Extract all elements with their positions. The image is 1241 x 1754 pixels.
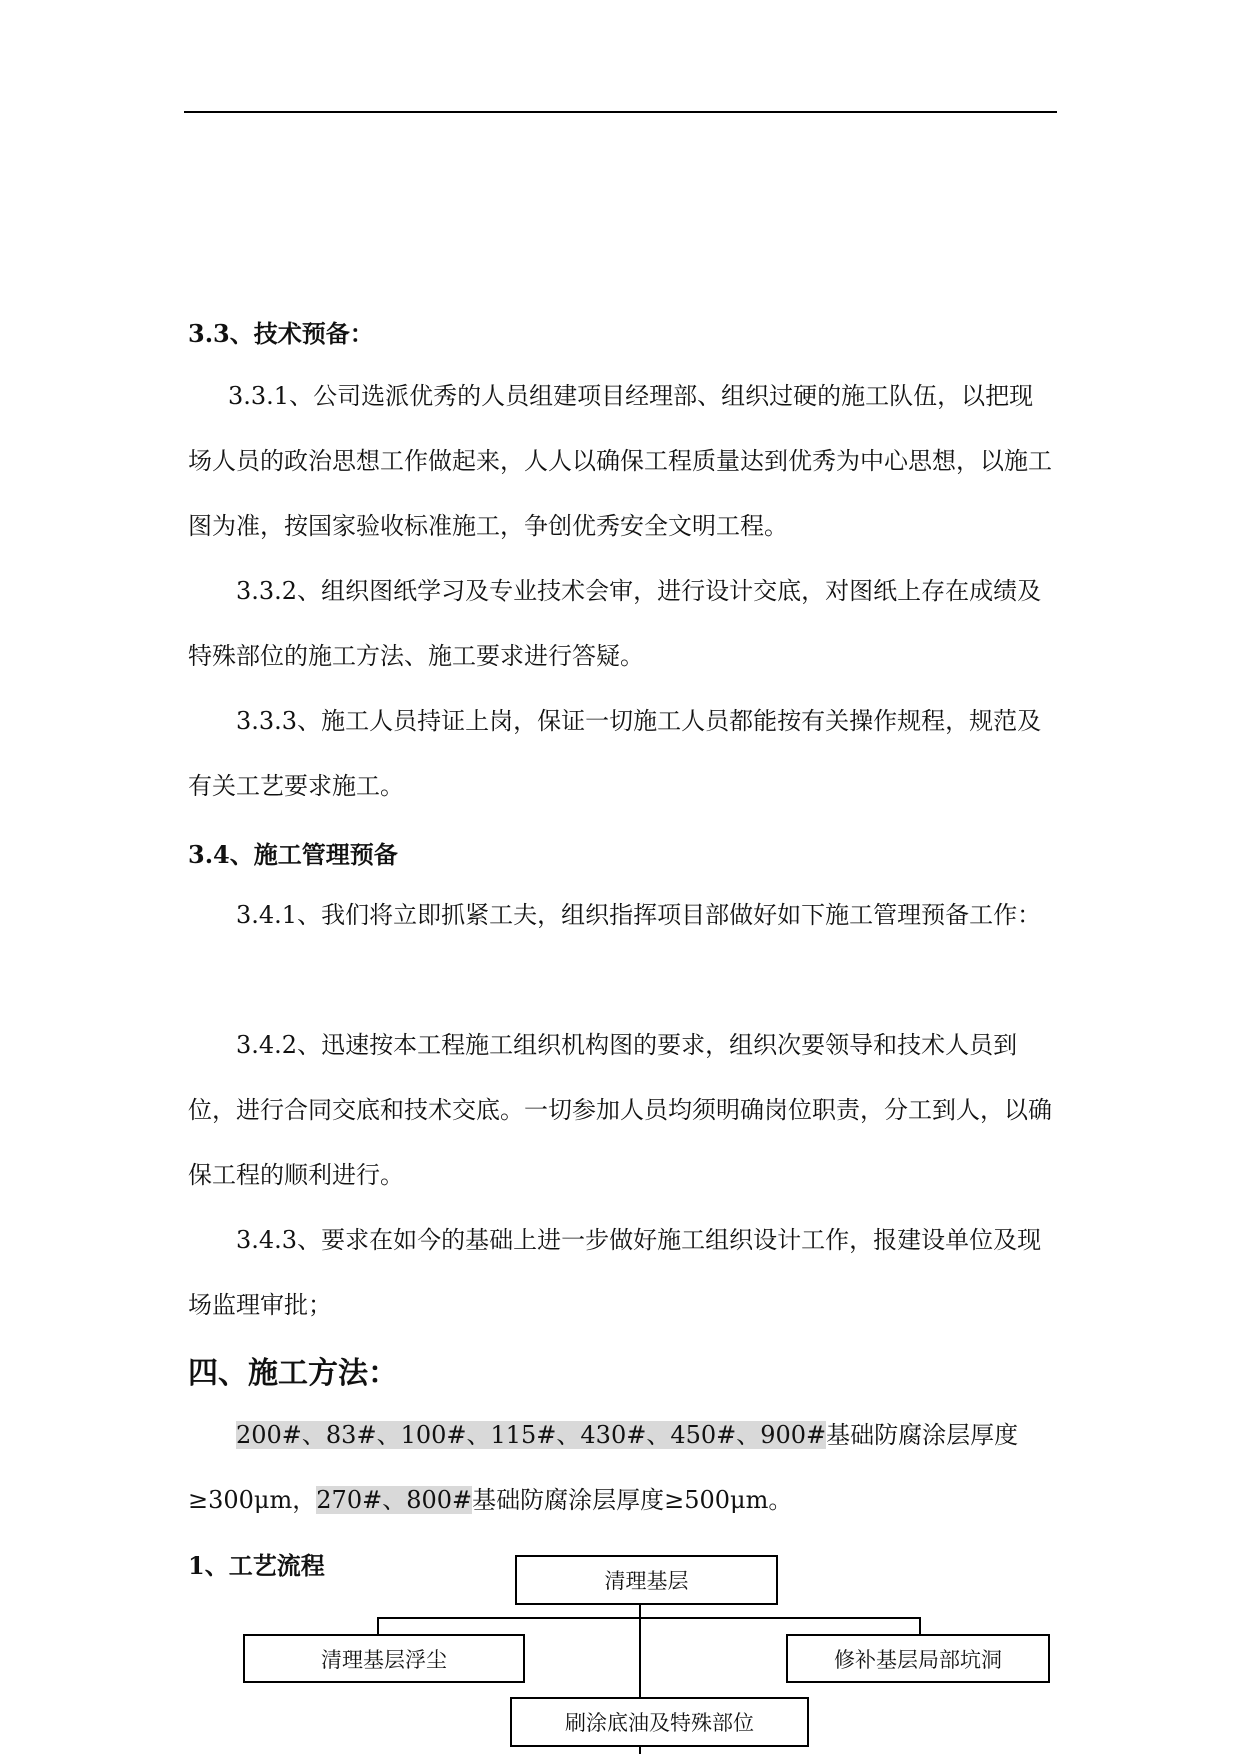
flow-connector-branch: [377, 1617, 921, 1619]
paragraph-3-3-2: 3.3.2、组织图纸学习及专业技术会审，进行设计交底，对图纸上存在成绩及特殊部位的施工方法、施工要求进行答疑。: [188, 577, 1042, 670]
paragraph-construction-method: [188, 1403, 1054, 1533]
section-3-4-heading: 3.4、施工管理预备: [188, 840, 398, 869]
process-flow-heading: 1、工艺流程: [188, 1551, 325, 1580]
flow-box-repair-holes: 修补基层局部坑洞: [786, 1634, 1050, 1683]
flow-connector-right: [919, 1617, 921, 1635]
flow-box-primer: 刷涂底油及特殊部位: [510, 1697, 809, 1747]
paragraph-3-4-3: 3.4.3、要求在如今的基础上进一步做好施工组织设计工作，报建设单位及现场监理审批；: [188, 1226, 1042, 1319]
coating-spec-1: 基础防腐涂层厚度≥300μm，: [188, 1421, 1019, 1514]
paragraph-3-3-1: 3.3.1、公司选派优秀的人员组建项目经理部、组织过硬的施工队伍，以把现场人员的政治思想工作做起来，人人以确保工程质量达到优秀为中心思想，以施工图为准，按国家验收标准施工，争创优秀安全文明工程。: [188, 382, 1052, 540]
highlight-group-1: 200#、83#、100#、115#、430#、450#、900#: [236, 1421, 827, 1449]
flow-box-clean-dust: 清理基层浮尘: [243, 1634, 525, 1683]
paragraph-3-4-2: 3.4.2、迅速按本工程施工组织机构图的要求，组织次要领导和技术人员到位，进行合同交底和技术交底。一切参加人员均须明确岗位职责，分工到人，以确保工程的顺利进行。: [188, 1031, 1052, 1189]
flow-box-clean-base: 清理基层: [515, 1555, 778, 1605]
coating-spec-2: 基础防腐涂层厚度≥500μm。: [472, 1486, 793, 1514]
flow-connector-left: [377, 1617, 379, 1635]
paragraph-3-3-3: 3.3.3、施工人员持证上岗，保证一切施工人员都能按有关操作规程，规范及有关工艺要求施工。: [188, 707, 1042, 800]
paragraph-3-4-1: 3.4.1、我们将立即抓紧工夫，组织指挥项目部做好如下施工管理预备工作：: [236, 901, 1042, 929]
header-rule: [184, 111, 1057, 113]
section-4-heading: 四、施工方法：: [188, 1356, 398, 1391]
highlight-group-2: 270#、800#: [316, 1486, 473, 1514]
section-3-3-heading: 3.3、技术预备：: [188, 319, 374, 348]
